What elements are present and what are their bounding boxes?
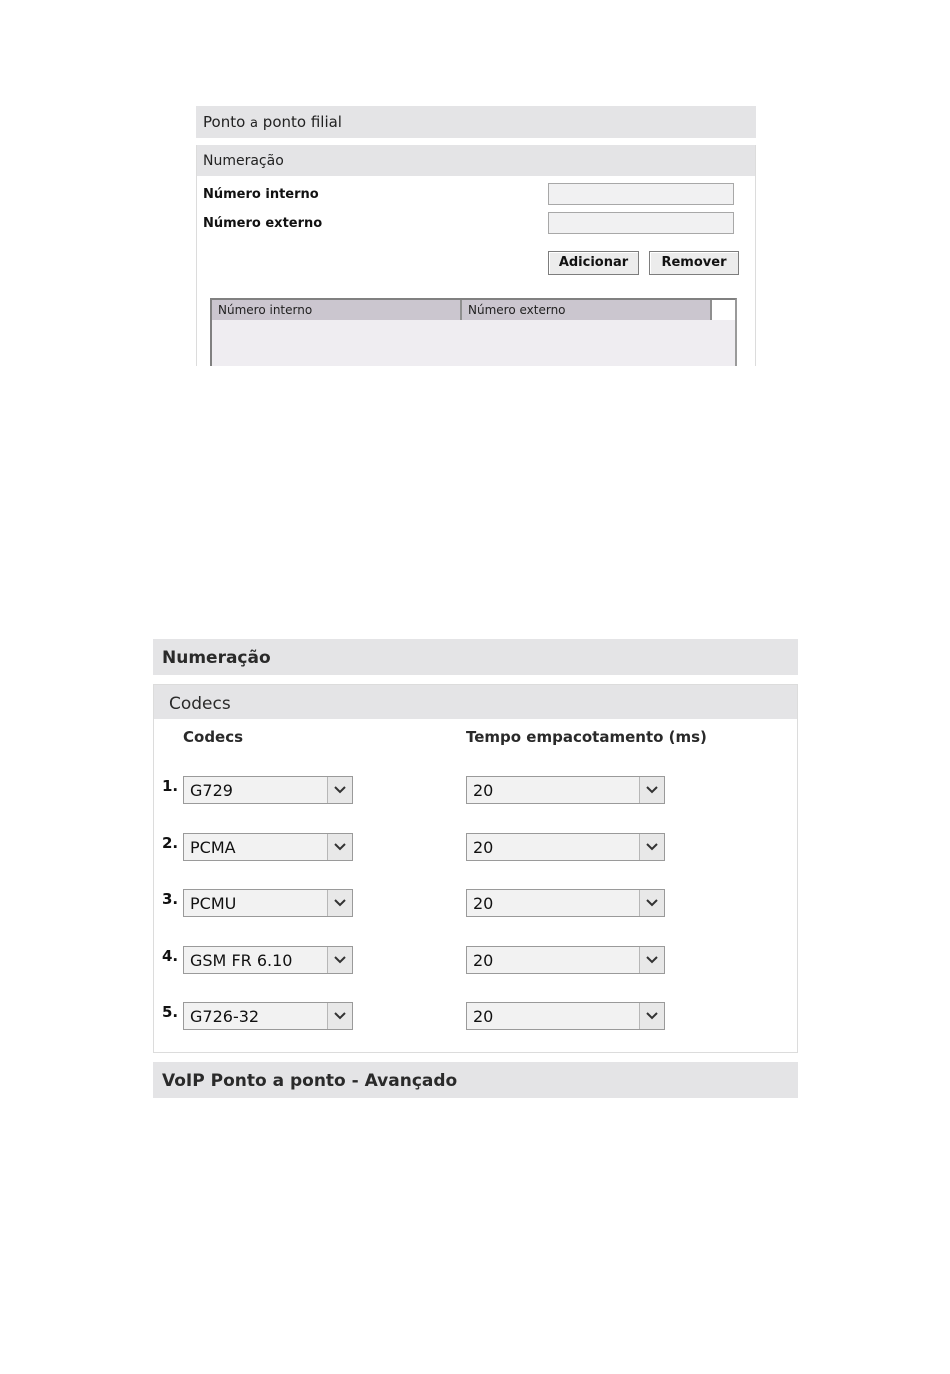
ponto-a-ponto-filial-panel: [196, 106, 758, 366]
numero-interno-label: Número interno: [203, 187, 319, 202]
chevron-down-icon[interactable]: [639, 947, 664, 973]
numeracao-section-header[interactable]: Numeração: [153, 639, 798, 675]
codecs-column-header: Codecs: [183, 728, 244, 746]
selected-value: G726-32: [190, 1007, 260, 1026]
adicionar-button[interactable]: Adicionar: [548, 251, 639, 275]
selected-value: 20: [473, 781, 494, 800]
codec-select-1[interactable]: [183, 776, 353, 804]
chevron-down-icon[interactable]: [639, 1003, 664, 1029]
chevron-down-icon[interactable]: [639, 834, 664, 860]
row-number: 5.: [162, 1003, 179, 1021]
codec-select-5[interactable]: [183, 1002, 353, 1030]
tempo-select-3[interactable]: [466, 889, 665, 917]
selected-value: 20: [473, 1007, 494, 1026]
codecs-section-title[interactable]: Codecs: [154, 685, 797, 719]
tempo-select-2[interactable]: [466, 833, 665, 861]
column-header-numero-interno[interactable]: Número interno: [212, 300, 462, 320]
tempo-select-1[interactable]: [466, 776, 665, 804]
row-number: 3.: [162, 890, 179, 908]
row-number: 4.: [162, 947, 179, 965]
title-small: a: [250, 116, 259, 131]
codec-select-2[interactable]: [183, 833, 353, 861]
row-number: 2.: [162, 834, 179, 852]
selected-value: PCMA: [190, 838, 236, 857]
column-header-numero-externo[interactable]: Número externo: [462, 300, 712, 320]
numero-externo-input[interactable]: [548, 212, 734, 234]
numeracao-section: [196, 145, 756, 366]
codecs-section: [153, 684, 798, 1053]
title-prefix: Ponto: [203, 113, 246, 131]
chevron-down-icon[interactable]: [327, 777, 352, 803]
codec-select-4[interactable]: [183, 946, 353, 974]
tempo-select-5[interactable]: [466, 1002, 665, 1030]
numeracao-table[interactable]: [210, 298, 737, 366]
chevron-down-icon[interactable]: [327, 1003, 352, 1029]
selected-value: 20: [473, 894, 494, 913]
panel-title[interactable]: [196, 106, 756, 138]
selected-value: PCMU: [190, 894, 237, 913]
chevron-down-icon[interactable]: [327, 834, 352, 860]
numeracao-section-title[interactable]: Numeração: [197, 145, 755, 176]
row-number: 1.: [162, 777, 179, 795]
numero-externo-label: Número externo: [203, 216, 323, 231]
selected-value: GSM FR 6.10: [190, 951, 293, 970]
tempo-column-header: Tempo empacotamento (ms): [466, 728, 707, 746]
remover-button[interactable]: Remover: [649, 251, 739, 275]
codecs-panel: [153, 639, 799, 1099]
chevron-down-icon[interactable]: [327, 890, 352, 916]
selected-value: G729: [190, 781, 233, 800]
header-filler: [712, 300, 735, 320]
selected-value: 20: [473, 838, 494, 857]
tempo-select-4[interactable]: [466, 946, 665, 974]
numero-interno-input[interactable]: [548, 183, 734, 205]
chevron-down-icon[interactable]: [639, 777, 664, 803]
title-suffix: ponto filial: [262, 113, 342, 131]
voip-avancado-section-header[interactable]: VoIP Ponto a ponto - Avançado: [153, 1062, 798, 1098]
codec-select-3[interactable]: [183, 889, 353, 917]
chevron-down-icon[interactable]: [639, 890, 664, 916]
selected-value: 20: [473, 951, 494, 970]
chevron-down-icon[interactable]: [327, 947, 352, 973]
